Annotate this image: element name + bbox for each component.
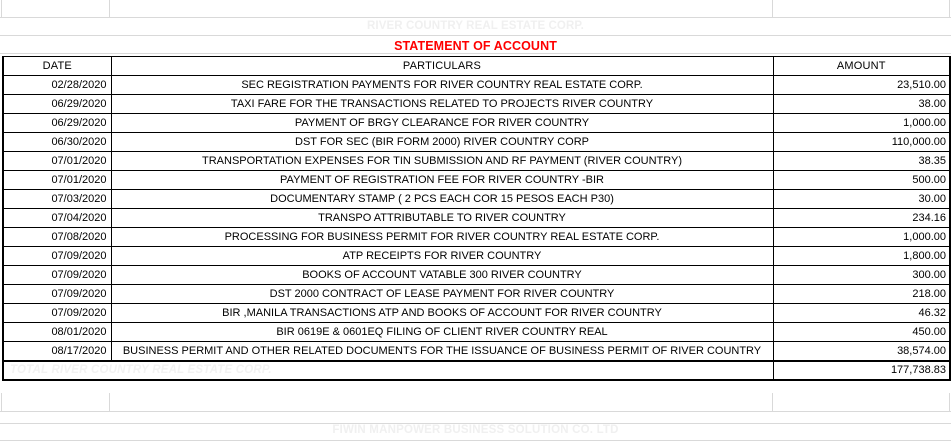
cell-amount: 1,800.00 [773, 247, 950, 266]
cell-amount: 234.16 [773, 209, 950, 228]
cell-amount: 38.35 [773, 152, 950, 171]
cell-date: 06/29/2020 [3, 114, 111, 133]
table-header-row [3, 57, 950, 76]
table-total-row [3, 361, 950, 380]
page-title: STATEMENT OF ACCOUNT [394, 39, 557, 53]
cell-amount: 500.00 [773, 171, 950, 190]
grid-line-vertical [109, 393, 110, 411]
statement-of-account-table [2, 56, 951, 381]
cell-particulars: TRANSPORTATION EXPENSES FOR TIN SUBMISSION AND RF PAYMENT (RIVER COUNTRY) [111, 152, 773, 171]
cell-amount: 38.00 [773, 95, 950, 114]
cell-date: 06/30/2020 [3, 133, 111, 152]
cell-particulars: ATP RECEIPTS FOR RIVER COUNTRY [111, 247, 773, 266]
cell-date: 07/09/2020 [3, 304, 111, 323]
cell-particulars: DOCUMENTARY STAMP ( 2 PCS EACH COR 15 PESOS EACH P30) [111, 190, 773, 209]
column-header-particulars: PARTICULARS [111, 57, 773, 76]
table-row [3, 190, 950, 209]
column-header-amount: AMOUNT [773, 57, 950, 76]
grid-line-horizontal [0, 411, 951, 412]
cell-particulars: TAXI FARE FOR THE TRANSACTIONS RELATED TO PROJECTS RIVER COUNTRY [111, 95, 773, 114]
cell-particulars: BIR ,MANILA TRANSACTIONS ATP AND BOOKS OF ACCOUNT FOR RIVER COUNTRY [111, 304, 773, 323]
table-row [3, 304, 950, 323]
total-amount: 177,738.83 [773, 361, 950, 380]
grid-line-vertical [1, 0, 2, 18]
cell-date: 08/17/2020 [3, 342, 111, 362]
cell-date: 08/01/2020 [3, 323, 111, 342]
cell-particulars: TRANSPO ATTRIBUTABLE TO RIVER COUNTRY [111, 209, 773, 228]
cell-particulars: BOOKS OF ACCOUNT VATABLE 300 RIVER COUNTRY [111, 266, 773, 285]
table-row [3, 209, 950, 228]
cell-particulars: PROCESSING FOR BUSINESS PERMIT FOR RIVER COUNTRY REAL ESTATE CORP. [111, 228, 773, 247]
table-row [3, 228, 950, 247]
total-label: TOTAL RIVER COUNTRY REAL ESTATE CORP. [3, 361, 773, 380]
table-row [3, 323, 950, 342]
table-header [3, 57, 950, 76]
cell-date: 07/08/2020 [3, 228, 111, 247]
cell-amount: 218.00 [773, 285, 950, 304]
cell-particulars: DST FOR SEC (BIR FORM 2000) RIVER COUNTRY CORP [111, 133, 773, 152]
cell-amount: 450.00 [773, 323, 950, 342]
cell-particulars: DST 2000 CONTRACT OF LEASE PAYMENT FOR RIVER COUNTRY [111, 285, 773, 304]
cell-date: 07/01/2020 [3, 152, 111, 171]
cell-particulars: BUSINESS PERMIT AND OTHER RELATED DOCUMENTS FOR THE ISSUANCE OF BUSINESS PERMIT OF RIVER COUNTRY [111, 342, 773, 362]
table-row [3, 114, 950, 133]
cell-date: 07/01/2020 [3, 171, 111, 190]
table-row [3, 266, 950, 285]
cell-particulars: PAYMENT OF REGISTRATION FEE FOR RIVER COUNTRY -BIR [111, 171, 773, 190]
table-row [3, 95, 950, 114]
table-row [3, 152, 950, 171]
grid-line-vertical [949, 393, 950, 411]
cell-particulars: BIR 0619E & 0601EQ FILING OF CLIENT RIVER COUNTRY REAL [111, 323, 773, 342]
table-row [3, 247, 950, 266]
cell-particulars: SEC REGISTRATION PAYMENTS FOR RIVER COUNTRY REAL ESTATE CORP. [111, 76, 773, 95]
table-body [3, 76, 950, 381]
grid-line-horizontal [0, 53, 951, 54]
cell-amount: 110,000.00 [773, 133, 950, 152]
grid-line-horizontal [0, 17, 951, 18]
cell-date: 07/09/2020 [3, 285, 111, 304]
table-row [3, 285, 950, 304]
grid-line-vertical [109, 0, 110, 18]
company-watermark-footer: FIWIN MANPOWER BUSINESS SOLUTION CO. LTD [332, 424, 619, 436]
grid-line-vertical [1, 393, 2, 411]
cell-date: 07/09/2020 [3, 266, 111, 285]
table-row [3, 76, 950, 95]
cell-date: 07/09/2020 [3, 247, 111, 266]
cell-amount: 1,000.00 [773, 228, 950, 247]
grid-line-vertical [772, 0, 773, 18]
cell-amount: 38,574.00 [773, 342, 950, 362]
grid-line-horizontal [0, 35, 951, 36]
cell-amount: 1,000.00 [773, 114, 950, 133]
table-row [3, 133, 950, 152]
cell-amount: 46.32 [773, 304, 950, 323]
cell-amount: 30.00 [773, 190, 950, 209]
cell-date: 02/28/2020 [3, 76, 111, 95]
cell-amount: 300.00 [773, 266, 950, 285]
cell-amount: 23,510.00 [773, 76, 950, 95]
cell-date: 07/04/2020 [3, 209, 111, 228]
company-watermark-header: RIVER COUNTRY REAL ESTATE CORP. [367, 20, 584, 32]
cell-date: 07/03/2020 [3, 190, 111, 209]
table-row [3, 171, 950, 190]
grid-line-vertical [772, 393, 773, 411]
cell-particulars: PAYMENT OF BRGY CLEARANCE FOR RIVER COUNTRY [111, 114, 773, 133]
table-row [3, 342, 950, 362]
column-header-date: DATE [3, 57, 111, 76]
grid-line-vertical [949, 0, 950, 18]
cell-date: 06/29/2020 [3, 95, 111, 114]
